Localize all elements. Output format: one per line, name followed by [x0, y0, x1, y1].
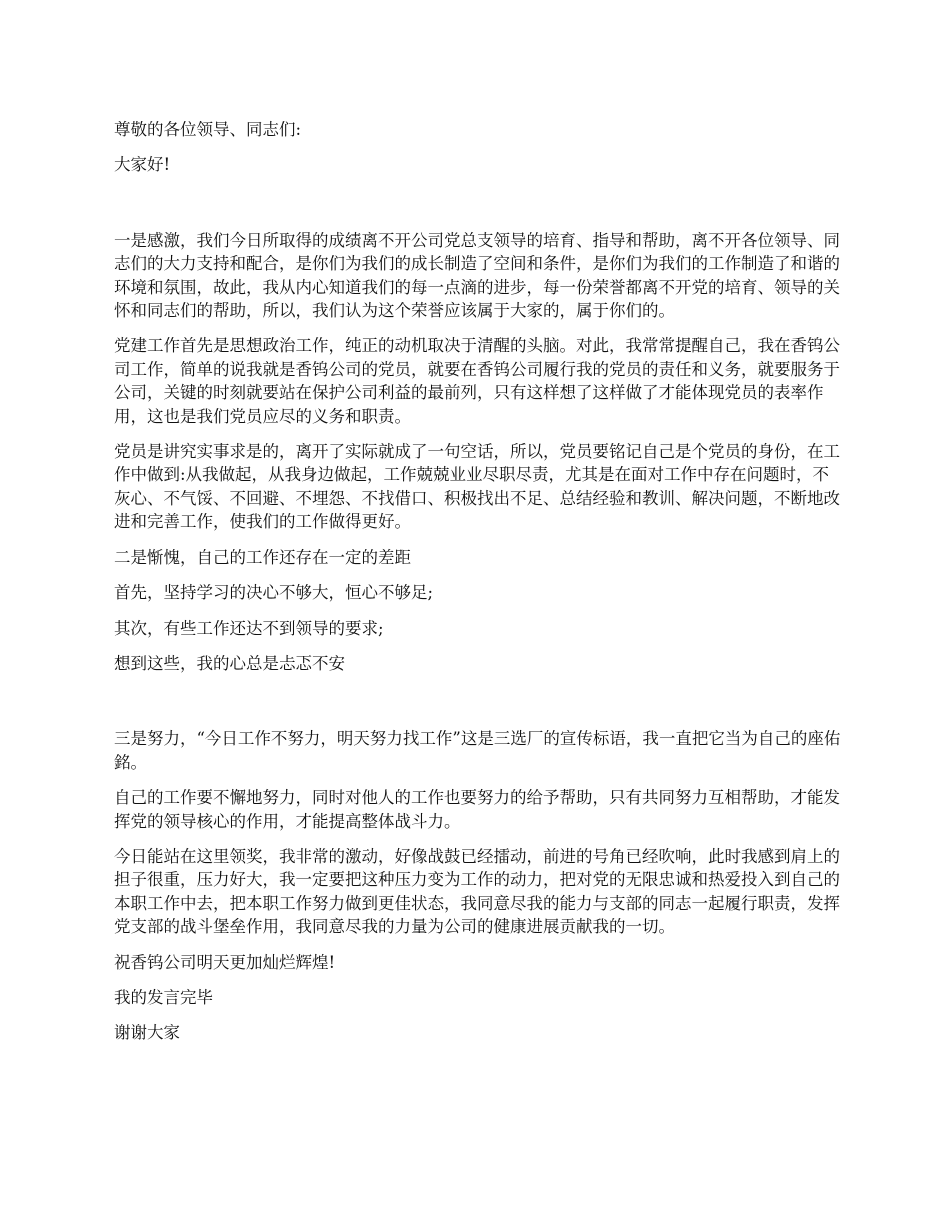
closing-remark: 我的发言完毕	[114, 987, 213, 1007]
paragraph: 首先，坚持学习的决心不够大，恒心不够足;	[114, 583, 434, 603]
paragraph: 其次，有些工作还达不到领导的要求;	[114, 618, 384, 638]
document-body	[114, 118, 844, 1057]
closing-wish: 祝香钨公司明天更加灿烂辉煌!	[114, 952, 336, 972]
salutation: 尊敬的各位领导、同志们:	[114, 120, 302, 139]
paragraph: 二是惭愧，自己的工作还存在一定的差距	[114, 547, 411, 567]
paragraph: 一是感激，我们今日所取得的成绩离不开公司党总支领导的培育、指导和帮助，离不开各位领导、同志们的大力支持和配合，是你们为我们的成长制造了空间和条件，是你们为我们的工作制造了和谐的环境和氛围，故此，我从内心知道我们的每一点滴的进步，每一份荣誉都离不开党的培育、领导的关怀和同志们的帮助，所以，我们认为这个荣誉应该属于大家的，属于你们的。	[114, 230, 840, 321]
closing-thanks: 谢谢大家	[114, 1023, 180, 1043]
paragraph: 党员是讲究实事求是的，离开了实际就成了一句空话，所以，党员要铭记自己是个党员的身份，在工作中做到:从我做起，从我身边做起，工作兢兢业业尽职尽责，尤其是在面对工作中存在问题时，不灰心、不气馁、不回避、不埋怨、不找借口、积极找出不足、总结经验和教训、解决问题，不断地改进和完善工作，使我们的工作做得更好。	[114, 442, 840, 532]
greeting: 大家好!	[114, 155, 171, 175]
paragraph: 自己的工作要不懈地努力，同时对他人的工作也要努力的给予帮助，只有共同努力互相帮助，才能发挥党的领导核心的作用，才能提高整体战斗力。	[114, 788, 840, 831]
paragraph: 党建工作首先是思想政治工作，纯正的动机取决于清醒的头脑。对此，我常常提醒自己，我在香钨公司工作，简单的说我就是香钨公司的党员，就要在香钨公司履行我的党员的责任和义务，就要服务于公司，关键的时刻就要站在保护公司利益的最前列，只有这样想了这样做了才能体现党员的表率作用，这也是我们党员应尽的义务和职责。	[114, 336, 840, 426]
paragraph: 想到这些，我的心总是忐忑不安	[114, 653, 345, 673]
paragraph: 今日能站在这里领奖，我非常的激动，好像战鼓已经擂动，前进的号角已经吹响，此时我感到肩上的担子很重，压力好大，我一定要把这种压力变为工作的动力，把对党的无限忠诚和热爱投入到自己的本职工作中去，把本职工作努力做到更佳状态，我同意尽我的能力与支部的同志一起履行职责，发挥党支部的战斗堡垒作用，我同意尽我的力量为公司的健康进展贡献我的一切。	[114, 846, 840, 937]
paragraph: 三是努力，“今日工作不努力，明天努力找工作”这是三选厂的宣传标语，我一直把它当为自己的座佑銘。	[114, 729, 841, 772]
